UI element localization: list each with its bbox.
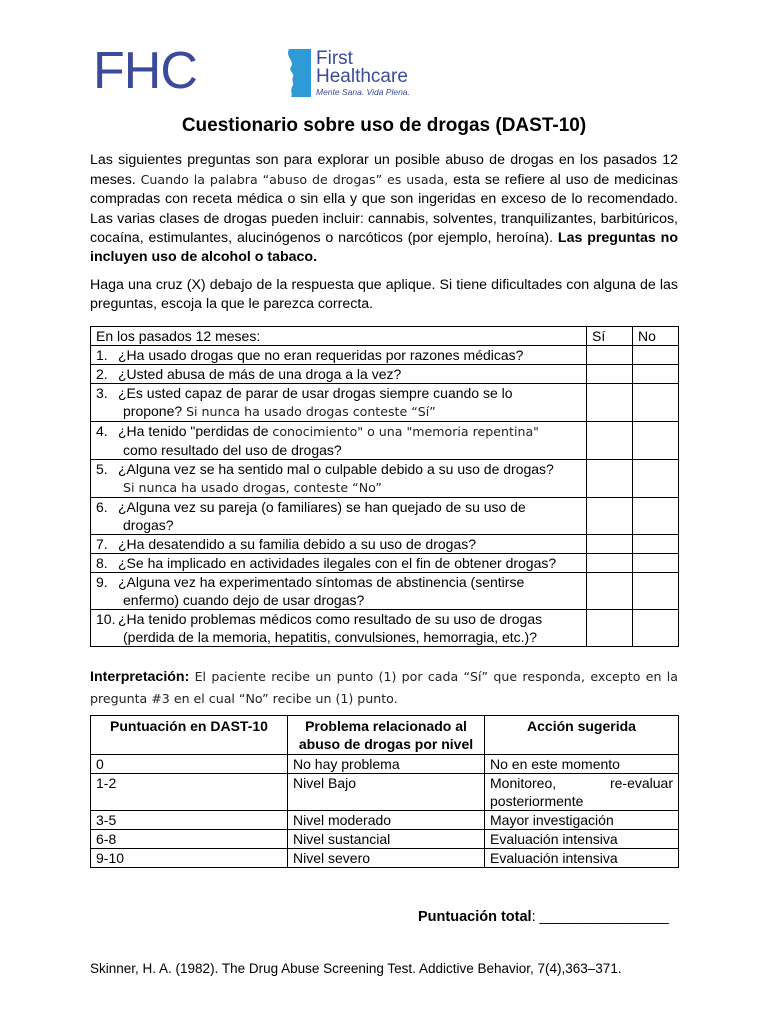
- score-row: [91, 849, 679, 868]
- score-cell: 3-5: [91, 811, 288, 830]
- question-8: ¿Se ha implicado en actividades ilegales con el fin de obtener drogas?: [118, 555, 557, 571]
- score-col-header: Puntuación en DAST-10: [91, 716, 288, 755]
- questions-table: [90, 326, 679, 647]
- question-9: ¿Alguna vez ha experimentado síntomas de abstinencia (sentirse: [118, 574, 525, 590]
- question-3-note: Si nunca ha usado drogas conteste “Sí”: [186, 404, 436, 419]
- action-cell: Evaluación intensiva: [485, 830, 679, 849]
- total-score-blank[interactable]: : ________________: [531, 909, 669, 925]
- brand-name-line1: First: [316, 48, 353, 69]
- total-score-label: Puntuación total: [418, 909, 532, 925]
- question-text: [91, 610, 587, 647]
- action-cell: Evaluación intensiva: [485, 849, 679, 868]
- fhc-logo: [93, 42, 410, 100]
- score-row: [91, 811, 679, 830]
- question-3: ¿Es usted capaz de parar de usar drogas siempre cuando se lo: [118, 385, 513, 401]
- question-row: [91, 460, 679, 498]
- answer-yes-cell[interactable]: [587, 365, 633, 384]
- answer-yes-cell[interactable]: [587, 554, 633, 573]
- problem-cell: Nivel moderado: [288, 811, 485, 830]
- score-cell: 6-8: [91, 830, 288, 849]
- score-row: [91, 774, 679, 811]
- score-cell: 1-2: [91, 774, 288, 811]
- problem-col-header: Problema relacionado al abuso de drogas por nivel: [288, 716, 485, 755]
- answer-no-cell[interactable]: [633, 365, 679, 384]
- question-number: 6.: [96, 499, 108, 515]
- question-5-note: Si nunca ha usado drogas, conteste “No”: [123, 480, 382, 495]
- score-row: [91, 830, 679, 849]
- interpretation-paragraph: Interpretación: El paciente recibe un punto (1) por cada “Sí” que responda, excepto en la pregunta #3 en el cual “No” recibe un (1) punto.: [90, 669, 678, 706]
- answer-yes-cell[interactable]: [587, 498, 633, 535]
- question-row: [91, 365, 679, 384]
- question-row: [91, 384, 679, 422]
- interpretation-label: Interpretación: [90, 669, 185, 685]
- question-row: [91, 610, 679, 647]
- problem-cell: Nivel Bajo: [288, 774, 485, 811]
- action-cell: Monitoreo, re-evaluar posteriormente: [485, 774, 679, 811]
- intro-paragraph: [90, 151, 678, 267]
- answer-yes-cell[interactable]: [587, 610, 633, 647]
- question-number: 5.: [96, 461, 108, 477]
- question-9-cont: enfermo) cuando dejo de usar drogas?: [123, 592, 365, 608]
- question-row: [91, 573, 679, 610]
- answer-yes-cell[interactable]: [587, 460, 633, 498]
- col-yes-header: Sí: [587, 327, 633, 346]
- score-cell: 9-10: [91, 849, 288, 868]
- intro-text-a: Las siguientes preguntas son para explorar un posible abuso de drogas en los pasados 12 meses.: [90, 152, 678, 189]
- question-number: 3.: [96, 385, 108, 401]
- answer-yes-cell[interactable]: [587, 346, 633, 365]
- question-number: 7.: [96, 536, 108, 552]
- logo-face-icon: [281, 49, 311, 97]
- question-text: [91, 554, 587, 573]
- answer-no-cell[interactable]: [633, 554, 679, 573]
- question-6-cont: drogas?: [123, 517, 174, 533]
- instructions-paragraph: Haga una cruz (X) debajo de la respuesta que aplique. Si tiene dificultades con alguna de las preguntas, escoja la que le parezca correcta.: [90, 277, 678, 313]
- problem-cell: No hay problema: [288, 755, 485, 774]
- question-3-cont: propone?: [123, 403, 187, 419]
- score-row: [91, 755, 679, 774]
- answer-yes-cell[interactable]: [587, 535, 633, 554]
- reference-citation: Skinner, H. A. (1982). The Drug Abuse Screening Test. Addictive Behavior, 7(4),363–371.: [90, 961, 622, 976]
- brand-tagline: Mente Sana. Vida Plena.: [316, 87, 410, 97]
- total-score-line: [418, 909, 669, 925]
- intro-bold-note: Las preguntas no incluyen uso de alcohol o tabaco.: [90, 229, 679, 266]
- question-row: [91, 535, 679, 554]
- answer-no-cell[interactable]: [633, 535, 679, 554]
- answer-no-cell[interactable]: [633, 422, 679, 460]
- question-number: 1.: [96, 347, 108, 363]
- question-number: 4.: [96, 423, 108, 439]
- question-6: ¿Alguna vez su pareja (o familiares) se han quejado de su uso de: [118, 499, 526, 515]
- problem-cell: Nivel severo: [288, 849, 485, 868]
- question-text: [91, 573, 587, 610]
- question-5: ¿Alguna vez se ha sentido mal o culpable debido a su uso de drogas?: [118, 461, 554, 477]
- answer-no-cell[interactable]: [633, 610, 679, 647]
- answer-no-cell[interactable]: [633, 384, 679, 422]
- question-10-cont: (perdida de la memoria, hepatitis, convulsiones, hemorragia, etc.)?: [123, 629, 537, 645]
- question-row: [91, 422, 679, 460]
- intro-text-c: esta se refiere al uso de medicinas compradas con receta médica o sin ella y que son ingeridas en exceso de lo recomendado. Las varias clases de drogas pueden incluir: cannabis, solventes, tranquilizantes, barbitúricos, cocaína, estimulantes, alucinógenos o narcóticos (por ejemplo, heroína).: [90, 172, 678, 246]
- question-number: 2.: [96, 366, 108, 382]
- problem-cell: Nivel sustancial: [288, 830, 485, 849]
- question-7: ¿Ha desatendido a su familia debido a su uso de drogas?: [118, 536, 477, 552]
- questions-header-row: [91, 327, 679, 346]
- score-header-row: [91, 716, 679, 755]
- action-col-header: Acción sugerida: [485, 716, 679, 755]
- question-4-cont: como resultado del uso de drogas?: [123, 442, 342, 458]
- question-text: [91, 498, 587, 535]
- question-text: [91, 535, 587, 554]
- answer-yes-cell[interactable]: [587, 384, 633, 422]
- answer-no-cell[interactable]: [633, 346, 679, 365]
- question-number: 9.: [96, 574, 108, 590]
- question-10: ¿Ha tenido problemas médicos como resultado de su uso de drogas: [118, 611, 543, 627]
- questions-header: En los pasados 12 meses:: [91, 327, 587, 346]
- interpretation-text: El paciente recibe un punto (1) por cada “Sí” que responda, excepto en la pregunta #3 en el cual “No” recibe un (1) punto.: [90, 669, 678, 706]
- question-row: [91, 346, 679, 365]
- question-text: [91, 422, 587, 460]
- question-text: [91, 365, 587, 384]
- question-text: [91, 384, 587, 422]
- question-text: [91, 460, 587, 498]
- col-no-header: No: [633, 327, 679, 346]
- answer-no-cell[interactable]: [633, 498, 679, 535]
- score-cell: 0: [91, 755, 288, 774]
- answer-yes-cell[interactable]: [587, 573, 633, 610]
- intro-text-b: Cuando la palabra “abuso de drogas” es usada,: [140, 172, 449, 188]
- action-cell: Mayor investigación: [485, 811, 679, 830]
- score-table: [90, 715, 679, 868]
- question-row: [91, 554, 679, 573]
- document-title: Cuestionario sobre uso de drogas (DAST-10): [181, 115, 587, 136]
- question-number: 10.: [96, 611, 116, 627]
- question-2: ¿Usted abusa de más de una droga a la vez?: [118, 366, 402, 382]
- question-number: 8.: [96, 555, 108, 571]
- logo-letters: FHC: [93, 42, 197, 100]
- action-cell: No en este momento: [485, 755, 679, 774]
- answer-no-cell[interactable]: [633, 460, 679, 498]
- question-1: ¿Ha usado drogas que no eran requeridas por razones médicas?: [118, 347, 524, 363]
- answer-yes-cell[interactable]: [587, 422, 633, 460]
- answer-no-cell[interactable]: [633, 573, 679, 610]
- question-4-light: conocimiento" o una "memoria repentina": [272, 424, 539, 439]
- question-text: [91, 346, 587, 365]
- brand-name-line2: Healthcare: [316, 66, 408, 87]
- question-row: [91, 498, 679, 535]
- question-4: ¿Ha tenido "perdidas de: [118, 423, 273, 439]
